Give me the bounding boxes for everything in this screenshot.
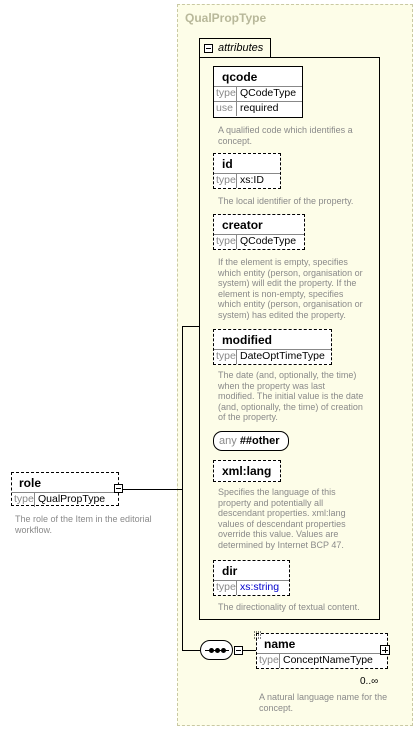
attribute-modified[interactable] (213, 329, 332, 365)
children-list-icon (253, 630, 263, 640)
connector-line (182, 326, 199, 327)
element-name-concept[interactable] (256, 633, 388, 669)
attributes-label: attributes (218, 42, 264, 54)
connector-line (123, 489, 182, 490)
any-keyword: any (219, 435, 237, 447)
attribute-row-value: xs:ID (240, 174, 264, 186)
attribute-name: creator (222, 218, 263, 232)
collapse-icon[interactable] (204, 44, 213, 53)
attribute-row-key: type (216, 350, 236, 362)
attribute-type-link[interactable]: xs:string (240, 581, 280, 593)
element-type-row (257, 653, 387, 668)
attribute-description: Specifies the language of this property and potentially all descendant properties. xml:lang values of descendant properties override this value. Values are determined by Internet BCP 47. (218, 487, 346, 550)
role-collapse-icon[interactable] (114, 484, 123, 493)
sequence-collapse-icon[interactable] (234, 646, 243, 655)
attribute-description: The directionality of textual content. (218, 602, 360, 612)
complex-type-title: QualPropType (185, 11, 267, 25)
attribute-row-value: QCodeType (240, 87, 297, 99)
attribute-name: id (222, 157, 233, 171)
connector-line (243, 650, 256, 651)
sequence-compositor[interactable] (200, 640, 233, 660)
attribute-name: qcode (222, 70, 258, 84)
any-namespace: ##other (239, 435, 280, 447)
attribute-description: The local identifier of the property. (218, 196, 354, 206)
attribute-row-value: QCodeType (240, 235, 297, 247)
element-type-value: QualPropType (38, 493, 106, 505)
attribute-row-value: DateOptTimeType (240, 350, 325, 362)
sequence-dot (215, 648, 220, 653)
any-attribute[interactable] (213, 431, 289, 451)
element-type-key: type (259, 654, 279, 666)
cardinality-label: 0..∞ (360, 676, 379, 687)
sequence-dot (221, 648, 226, 653)
attribute-row-key: use (214, 102, 237, 116)
role-description: The role of the Item in the editorial workflow. (15, 514, 152, 535)
name-description: A natural language name for the concept. (259, 692, 388, 713)
attribute-row-value: required (240, 102, 279, 114)
element-type-value: ConceptNameType (283, 654, 373, 666)
attribute-name: modified (222, 333, 272, 347)
element-type-key: type (14, 493, 34, 505)
attribute-row-key: type (216, 581, 236, 593)
element-type-row (12, 492, 118, 507)
attribute-qcode[interactable] (213, 66, 303, 118)
element-name: role (19, 476, 42, 490)
attribute-name: xml:lang (222, 464, 272, 478)
attribute-dir[interactable] (213, 560, 290, 596)
attributes-group-tab[interactable] (199, 38, 271, 58)
attribute-description: If the element is empty, specifies which entity (person, organisation or system) will edit the property. If the element is non-empty, specifies which entity (person, organisation or system) has edited the property. (218, 257, 363, 320)
attribute-description: A qualified code which identifies a concept. (218, 125, 353, 146)
attribute-name: dir (222, 564, 238, 578)
attribute-creator[interactable] (213, 214, 305, 250)
element-name: name (264, 637, 296, 651)
element-role[interactable] (11, 472, 119, 506)
sequence-dot (209, 648, 214, 653)
attribute-description: The date (and, optionally, the time) when the property was last modified. The initial value is the date (and, optionally, the time) of creation of the property. (218, 370, 364, 422)
expand-icon[interactable] (380, 645, 390, 655)
connector-line (182, 326, 183, 651)
attribute-row-key: type (216, 87, 236, 99)
attribute-xml-lang[interactable] (213, 460, 281, 482)
attribute-row-key: type (216, 235, 236, 247)
attribute-id[interactable] (213, 153, 281, 189)
connector-line (182, 650, 200, 651)
attribute-row-key: type (216, 174, 236, 186)
